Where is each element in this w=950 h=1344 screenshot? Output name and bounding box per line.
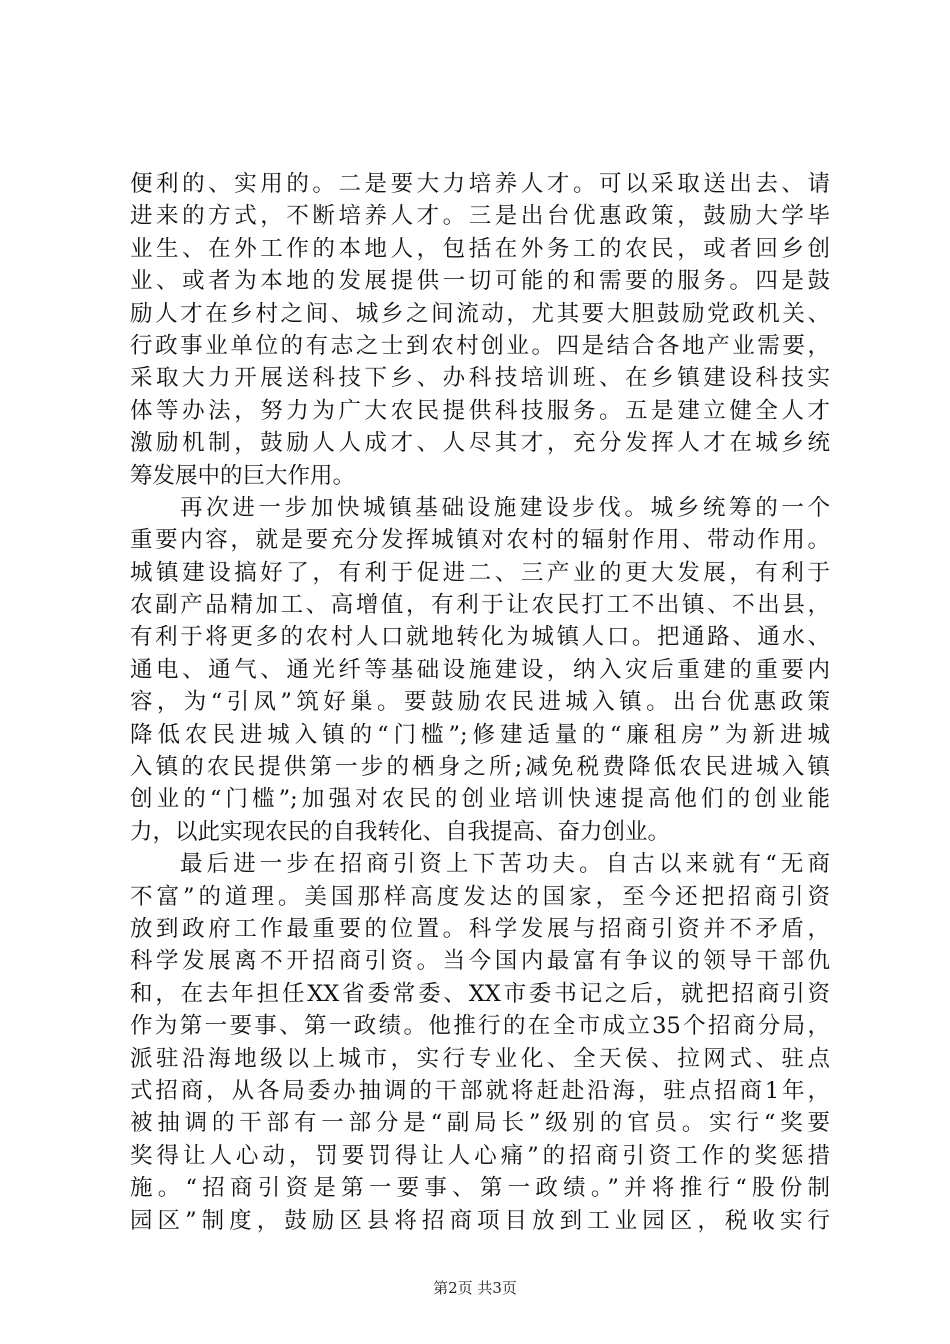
- text-line: 农副产品精加工、高增值，有利于让农民打工不出镇、不出县，: [130, 592, 830, 619]
- text-line: 城镇建设搞好了，有利于促进二、三产业的更大发展，有利于: [130, 559, 830, 586]
- text-line: 有利于将更多的农村人口就地转化为城镇人口。把通路、通水、: [130, 624, 830, 651]
- text-line: 入镇的农民提供第一步的栖身之所;减免税费降低农民进城入镇: [130, 754, 830, 781]
- text-line: 体等办法，努力为广大农民提供科技服务。五是建立健全人才: [130, 397, 830, 424]
- text-line: 放到政府工作最重要的位置。科学发展与招商引资并不矛盾，: [130, 915, 830, 942]
- text-line: 行政事业单位的有志之士到农村创业。四是结合各地产业需要，: [130, 332, 830, 359]
- text-line: 进来的方式，不断培养人才。三是出台优惠政策，鼓励大学毕: [130, 203, 830, 230]
- text-line: 施。“招商引资是第一要事、第一政绩。”并将推行“股份制: [130, 1175, 830, 1202]
- text-line: 奖得让人心动，罚要罚得让人心痛”的招商引资工作的奖惩措: [130, 1142, 830, 1169]
- text-line: 采取大力开展送科技下乡、办科技培训班、在乡镇建设科技实: [130, 365, 830, 392]
- text-line: 励人才在乡村之间、城乡之间流动，尤其要大胆鼓励党政机关、: [130, 300, 830, 327]
- text-line: 重要内容，就是要充分发挥城镇对农村的辐射作用、带动作用。: [130, 527, 830, 554]
- text-line: 便利的、实用的。二是要大力培养人才。可以采取送出去、请: [130, 171, 830, 197]
- text-line: 科学发展离不开招商引资。当今国内最富有争议的领导干部仇: [130, 948, 830, 975]
- text-line: 园区”制度，鼓励区县将招商项目放到工业园区，税收实行: [130, 1207, 830, 1234]
- text-line: 创业的“门槛”;加强对农民的创业培训快速提高他们的创业能: [130, 786, 830, 813]
- text-line: 力，以此实现农民的自我转化、自我提高、奋力创业。: [130, 818, 671, 845]
- text-line: 业、或者为本地的发展提供一切可能的和需要的服务。四是鼓: [130, 268, 830, 295]
- text-line: 通电、通气、通光纤等基础设施建设，纳入灾后重建的重要内: [130, 656, 830, 683]
- page-footer: 第2页 共3页: [433, 1279, 517, 1297]
- document-body: [130, 168, 830, 1237]
- text-line: 派驻沿海地级以上城市，实行专业化、全天侯、拉网式、驻点: [130, 1045, 830, 1072]
- text-line: 再次进一步加快城镇基础设施建设步伐。城乡统筹的一个: [180, 494, 830, 521]
- text-line: 筹发展中的巨大作用。: [130, 462, 356, 489]
- text-line: 被抽调的干部有一部分是“副局长”级别的官员。实行“奖要: [130, 1110, 830, 1137]
- text-line: 激励机制，鼓励人人成才、人尽其才，充分发挥人才在城乡统: [130, 430, 830, 457]
- text-line: 容，为“引凤”筑好巢。要鼓励农民进城入镇。出台优惠政策: [130, 689, 830, 716]
- text-line: 作为第一要事、第一政绩。他推行的在全市成立35个招商分局，: [130, 1013, 830, 1040]
- text-line: 业生、在外工作的本地人，包括在外务工的农民，或者回乡创: [130, 235, 830, 262]
- text-line: 降低农民进城入镇的“门槛”;修建适量的“廉租房”为新进城: [130, 721, 830, 748]
- text-line: 和，在去年担任XX省委常委、XX市委书记之后，就把招商引资: [130, 980, 830, 1007]
- text-line: 不富”的道理。美国那样高度发达的国家，至今还把招商引资: [130, 883, 830, 910]
- text-line: 式招商，从各局委办抽调的干部就将赶赴沿海，驻点招商1年，: [130, 1077, 830, 1104]
- text-line: 最后进一步在招商引资上下苦功夫。自古以来就有“无商: [180, 851, 830, 878]
